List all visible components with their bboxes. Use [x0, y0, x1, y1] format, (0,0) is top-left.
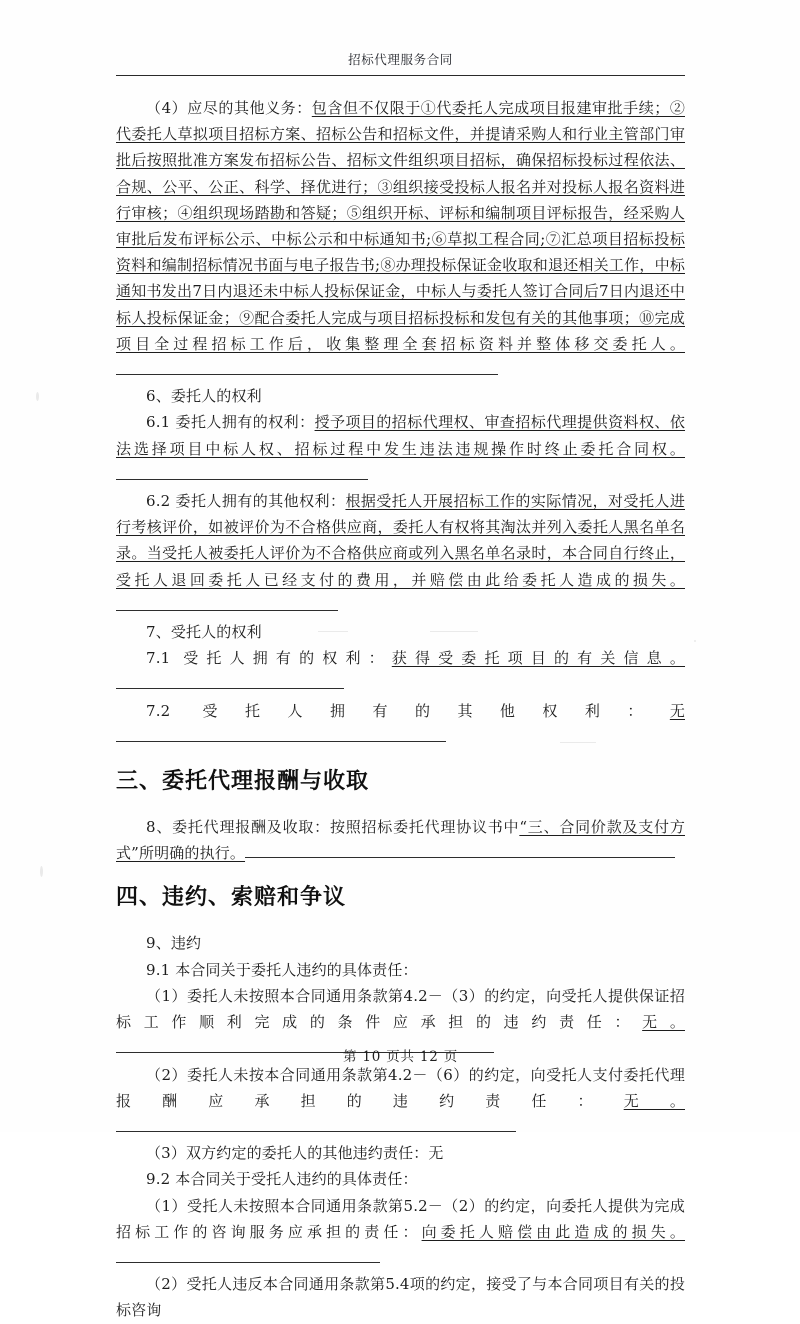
clause-7-1-fill: 获得受委托项目的有关信息。 — [391, 649, 686, 668]
clause-9-2-1-trailing-rule — [116, 1249, 380, 1263]
clause-9-2-1-label: （1）受托人未按照本合同通用条款第5.2－（2）的约定，向委托人提供为完成招标工作的咨询服务应承担的责任： — [116, 1196, 685, 1241]
clause-9-heading: 9、违约 — [146, 934, 202, 953]
clause-6-2-fill: 根据受托人开展招标工作的实际情况，对受托人进行考核评价，如被评价为不合格供应商，委托人有权将其淘汰并列入委托人黑名单名录。当受托人被委托人评价为不合格供应商或列入黑名单名录时，本合同自行终止，受托人退回委托人已经支付的费用，并赔偿由此给委托人造成的损失。 — [116, 492, 685, 589]
page-header — [116, 52, 685, 68]
spacer — [116, 866, 685, 881]
section-heading-3: 三、委托代理报酬与收取 — [116, 769, 370, 795]
clause-8-label: 8、委托代理报酬及收取：按照招标委托代理协议书中 — [146, 818, 520, 837]
clause-7-2-trailing-rule — [116, 728, 446, 742]
page-number: 第 10 页共 12 页 — [342, 1049, 459, 1065]
section-heading-4: 四、违约、索赔和争议 — [116, 885, 347, 911]
clause-9-1-heading: 9.1 本合同关于委托人违约的具体责任： — [146, 960, 418, 979]
clause-7-2-fill: 无 — [669, 701, 685, 720]
spacer — [116, 915, 685, 930]
clause-7-2-label: 7.2 受托人拥有的其他权利： — [146, 701, 670, 720]
clause-7-2 — [116, 698, 685, 750]
clause-9-1-1-fill: 无。 — [642, 1013, 685, 1032]
clause-8-remuneration — [116, 814, 685, 866]
clause-6-2-label: 6.2 委托人拥有的其他权利： — [146, 492, 346, 511]
clause-7-heading: 7、受托人的权利 — [146, 623, 262, 642]
header-divider — [116, 75, 685, 76]
clause-9-1-2-label: （2）委托人未按本合同通用条款第4.2－（6）的约定，向受托人支付委托代理报酬应承担的违约责任： — [116, 1065, 685, 1110]
clause-7-1 — [116, 645, 685, 697]
spacer — [116, 799, 685, 814]
scan-speck — [694, 640, 696, 642]
clause-4-fill: 包含但不仅限于①代委托人完成项目报建审批手续；②代委托人草拟项目招标方案、招标公告和招标文件，并提请采购人和行业主管部门审批后按照批准方案发布招标公告、招标文件组织项目招标，确保招标投标过程依法、合规、公平、公正、科学、择优进行；③组织接受投标人报名并对投标人报名资料进行审核；④组织现场踏勘和答疑；⑤组织开标、评标和编制项目评标报告，经采购人审批后发布评标公示、中标公示和中标通知书;⑥草拟工程合同;⑦汇总项目招标投标资料和编制招标情况书面与电子报告书;⑧办理投标保证金收取和退还相关工作，中标通知书发出7日内退还未中标人投标保证金，中标人与委托人签订合同后7日内退还中标人投标保证金；⑨配合委托人完成与项目招标投标和发包有关的其他事项；⑩完成项目全过程招标工作后，收集整理全套招标资料并整体移交委托人。 — [116, 99, 685, 353]
clause-6-1 — [116, 409, 685, 488]
clause-9-2-item-1 — [116, 1193, 685, 1272]
clause-9-1-1-label: （1）委托人未按照本合同通用条款第4.2－（3）的约定，向受托人提供保证招标工作顺利完成的条件应承担的违约责任： — [116, 986, 685, 1032]
clause-9-1-2-trailing-rule — [116, 1118, 516, 1132]
clause-6-1-fill: 授予项目的招标代理权、审查招标代理提供资料权、依法选择项目中标人权、招标过程中发生违法违规操作时终止委托合同权。 — [116, 413, 686, 458]
header-title: 招标代理服务合同 — [348, 52, 453, 67]
scan-speck — [36, 392, 39, 401]
clause-6-1-trailing-rule — [116, 466, 368, 480]
clause-9-2-1-fill: 向委托人赔偿由此造成的损失。 — [421, 1222, 686, 1241]
clause-4-label: （4）应尽的其他义务： — [146, 99, 312, 117]
clause-6-2-trailing-rule — [116, 597, 338, 611]
clause-6-2 — [116, 488, 685, 619]
clause-6-heading: 6、委托人的权利 — [146, 387, 262, 406]
document-body — [116, 95, 685, 1324]
clause-8-fill: “三、合同价款及支付方式”所明确的执行。 — [116, 818, 685, 863]
clause-9-2-heading: 9.2 本合同关于受托人违约的具体责任： — [146, 1170, 418, 1189]
clause-7-1-label: 7.1 受托人拥有的权利： — [146, 649, 392, 668]
clause-9-2-item-2: （2）受托人违反本合同通用条款第5.4项的约定，接受了与本合同项目有关的投标咨询 — [116, 1275, 685, 1320]
clause-7-1-trailing-rule — [116, 676, 344, 690]
spacer — [116, 750, 685, 765]
scan-speck — [40, 866, 43, 877]
clause-9-1-item-3: （3）双方约定的委托人的其他违约责任：无 — [146, 1144, 444, 1163]
clause-4-other-obligations — [116, 95, 685, 383]
clause-9-1-item-2 — [116, 1062, 685, 1141]
clause-4-trailing-rule — [116, 361, 498, 375]
clause-9-1-2-fill: 无。 — [623, 1091, 685, 1110]
clause-6-1-label: 6.1 委托人拥有的权利： — [146, 413, 315, 432]
clause-8-trailing-rule — [245, 845, 675, 859]
page-footer — [116, 1045, 685, 1065]
